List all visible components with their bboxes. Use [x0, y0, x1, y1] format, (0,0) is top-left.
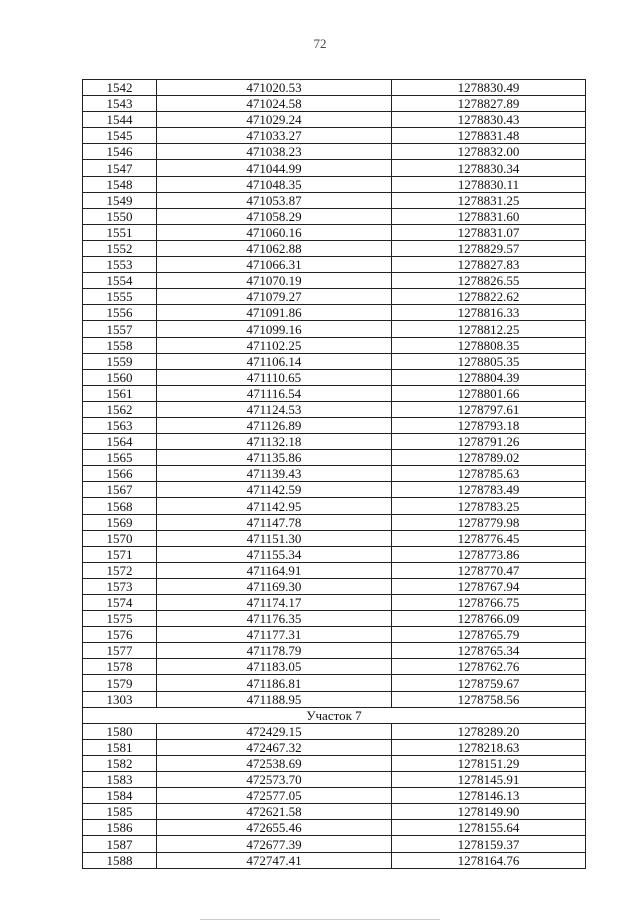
y-coordinate-cell: 1278829.57 [392, 240, 586, 256]
point-number-cell: 1588 [83, 852, 157, 868]
x-coordinate-cell: 472538.69 [157, 755, 392, 771]
table-row [83, 675, 586, 691]
point-number-cell: 1545 [83, 128, 157, 144]
x-coordinate-cell: 471188.95 [157, 691, 392, 707]
coordinates-table-body [83, 80, 586, 869]
page-number: 72 [313, 36, 327, 51]
x-coordinate-cell: 471029.24 [157, 112, 392, 128]
x-coordinate-cell: 471135.86 [157, 450, 392, 466]
table-row [83, 273, 586, 289]
x-coordinate-cell: 471164.91 [157, 562, 392, 578]
coordinates-table [82, 79, 586, 869]
point-number-cell: 1579 [83, 675, 157, 691]
point-number-cell: 1546 [83, 144, 157, 160]
table-row [83, 739, 586, 755]
x-coordinate-cell: 471174.17 [157, 595, 392, 611]
table-row [83, 321, 586, 337]
y-coordinate-cell: 1278785.63 [392, 466, 586, 482]
y-coordinate-cell: 1278797.61 [392, 401, 586, 417]
x-coordinate-cell: 471070.19 [157, 273, 392, 289]
table-row [83, 337, 586, 353]
y-coordinate-cell: 1278812.25 [392, 321, 586, 337]
y-coordinate-cell: 1278831.48 [392, 128, 586, 144]
y-coordinate-cell: 1278766.75 [392, 595, 586, 611]
x-coordinate-cell: 471102.25 [157, 337, 392, 353]
y-coordinate-cell: 1278776.45 [392, 530, 586, 546]
y-coordinate-cell: 1278808.35 [392, 337, 586, 353]
x-coordinate-cell: 471066.31 [157, 257, 392, 273]
point-number-cell: 1556 [83, 305, 157, 321]
x-coordinate-cell: 471147.78 [157, 514, 392, 530]
x-coordinate-cell: 471024.58 [157, 96, 392, 112]
x-coordinate-cell: 471091.86 [157, 305, 392, 321]
table-row [83, 112, 586, 128]
y-coordinate-cell: 1278758.56 [392, 691, 586, 707]
table-row [83, 144, 586, 160]
table-row [83, 755, 586, 771]
section-row [83, 707, 586, 723]
table-row [83, 224, 586, 240]
x-coordinate-cell: 471048.35 [157, 176, 392, 192]
x-coordinate-cell: 472577.05 [157, 788, 392, 804]
x-coordinate-cell: 471178.79 [157, 643, 392, 659]
x-coordinate-cell: 471079.27 [157, 289, 392, 305]
table-row [83, 450, 586, 466]
point-number-cell: 1586 [83, 820, 157, 836]
point-number-cell: 1543 [83, 96, 157, 112]
table-row [83, 353, 586, 369]
point-number-cell: 1585 [83, 804, 157, 820]
point-number-cell: 1542 [83, 80, 157, 96]
y-coordinate-cell: 1278155.64 [392, 820, 586, 836]
table-row [83, 852, 586, 868]
x-coordinate-cell: 472655.46 [157, 820, 392, 836]
x-coordinate-cell: 471169.30 [157, 578, 392, 594]
point-number-cell: 1582 [83, 755, 157, 771]
table-row [83, 96, 586, 112]
y-coordinate-cell: 1278766.09 [392, 611, 586, 627]
table-row [83, 208, 586, 224]
y-coordinate-cell: 1278830.43 [392, 112, 586, 128]
point-number-cell: 1587 [83, 836, 157, 852]
y-coordinate-cell: 1278146.13 [392, 788, 586, 804]
point-number-cell: 1553 [83, 257, 157, 273]
table-row [83, 772, 586, 788]
point-number-cell: 1544 [83, 112, 157, 128]
table-row [83, 788, 586, 804]
point-number-cell: 1578 [83, 659, 157, 675]
y-coordinate-cell: 1278831.25 [392, 192, 586, 208]
table-row [83, 80, 586, 96]
point-number-cell: 1551 [83, 224, 157, 240]
x-coordinate-cell: 472677.39 [157, 836, 392, 852]
x-coordinate-cell: 471062.88 [157, 240, 392, 256]
point-number-cell: 1569 [83, 514, 157, 530]
table-row [83, 434, 586, 450]
point-number-cell: 1549 [83, 192, 157, 208]
page-edge-line [200, 919, 440, 920]
table-row [83, 804, 586, 820]
y-coordinate-cell: 1278779.98 [392, 514, 586, 530]
table-row [83, 240, 586, 256]
x-coordinate-cell: 471183.05 [157, 659, 392, 675]
x-coordinate-cell: 472573.70 [157, 772, 392, 788]
table-row [83, 369, 586, 385]
table-row [83, 514, 586, 530]
point-number-cell: 1581 [83, 739, 157, 755]
x-coordinate-cell: 471139.43 [157, 466, 392, 482]
x-coordinate-cell: 471106.14 [157, 353, 392, 369]
y-coordinate-cell: 1278831.07 [392, 224, 586, 240]
point-number-cell: 1565 [83, 450, 157, 466]
point-number-cell: 1560 [83, 369, 157, 385]
y-coordinate-cell: 1278789.02 [392, 450, 586, 466]
x-coordinate-cell: 471124.53 [157, 401, 392, 417]
y-coordinate-cell: 1278831.60 [392, 208, 586, 224]
point-number-cell: 1552 [83, 240, 157, 256]
x-coordinate-cell: 471186.81 [157, 675, 392, 691]
table-row [83, 160, 586, 176]
table-row [83, 723, 586, 739]
y-coordinate-cell: 1278793.18 [392, 417, 586, 433]
y-coordinate-cell: 1278783.25 [392, 498, 586, 514]
y-coordinate-cell: 1278805.35 [392, 353, 586, 369]
x-coordinate-cell: 471099.16 [157, 321, 392, 337]
point-number-cell: 1584 [83, 788, 157, 804]
x-coordinate-cell: 471110.65 [157, 369, 392, 385]
y-coordinate-cell: 1278765.34 [392, 643, 586, 659]
y-coordinate-cell: 1278830.11 [392, 176, 586, 192]
x-coordinate-cell: 471155.34 [157, 546, 392, 562]
x-coordinate-cell: 471020.53 [157, 80, 392, 96]
y-coordinate-cell: 1278773.86 [392, 546, 586, 562]
y-coordinate-cell: 1278827.89 [392, 96, 586, 112]
table-row [83, 466, 586, 482]
y-coordinate-cell: 1278218.63 [392, 739, 586, 755]
x-coordinate-cell: 472621.58 [157, 804, 392, 820]
point-number-cell: 1557 [83, 321, 157, 337]
table-row [83, 128, 586, 144]
x-coordinate-cell: 471038.23 [157, 144, 392, 160]
table-row [83, 417, 586, 433]
table-row [83, 643, 586, 659]
y-coordinate-cell: 1278149.90 [392, 804, 586, 820]
y-coordinate-cell: 1278783.49 [392, 482, 586, 498]
x-coordinate-cell: 472467.32 [157, 739, 392, 755]
point-number-cell: 1562 [83, 401, 157, 417]
y-coordinate-cell: 1278804.39 [392, 369, 586, 385]
x-coordinate-cell: 471058.29 [157, 208, 392, 224]
table-row [83, 289, 586, 305]
table-row [83, 627, 586, 643]
x-coordinate-cell: 471176.35 [157, 611, 392, 627]
table-row [83, 257, 586, 273]
point-number-cell: 1567 [83, 482, 157, 498]
point-number-cell: 1303 [83, 691, 157, 707]
x-coordinate-cell: 471053.87 [157, 192, 392, 208]
y-coordinate-cell: 1278827.83 [392, 257, 586, 273]
x-coordinate-cell: 471142.59 [157, 482, 392, 498]
point-number-cell: 1555 [83, 289, 157, 305]
x-coordinate-cell: 472747.41 [157, 852, 392, 868]
table-row [83, 385, 586, 401]
point-number-cell: 1576 [83, 627, 157, 643]
table-row [83, 820, 586, 836]
table-row [83, 192, 586, 208]
y-coordinate-cell: 1278145.91 [392, 772, 586, 788]
y-coordinate-cell: 1278791.26 [392, 434, 586, 450]
x-coordinate-cell: 471033.27 [157, 128, 392, 144]
y-coordinate-cell: 1278151.29 [392, 755, 586, 771]
table-row [83, 595, 586, 611]
point-number-cell: 1574 [83, 595, 157, 611]
y-coordinate-cell: 1278289.20 [392, 723, 586, 739]
point-number-cell: 1577 [83, 643, 157, 659]
point-number-cell: 1554 [83, 273, 157, 289]
x-coordinate-cell: 471044.99 [157, 160, 392, 176]
point-number-cell: 1573 [83, 578, 157, 594]
x-coordinate-cell: 472429.15 [157, 723, 392, 739]
x-coordinate-cell: 471151.30 [157, 530, 392, 546]
point-number-cell: 1572 [83, 562, 157, 578]
point-number-cell: 1571 [83, 546, 157, 562]
y-coordinate-cell: 1278770.47 [392, 562, 586, 578]
table-row [83, 482, 586, 498]
table-row [83, 611, 586, 627]
point-number-cell: 1580 [83, 723, 157, 739]
table-row [83, 578, 586, 594]
point-number-cell: 1575 [83, 611, 157, 627]
table-row [83, 498, 586, 514]
table-row [83, 176, 586, 192]
y-coordinate-cell: 1278832.00 [392, 144, 586, 160]
table-row [83, 659, 586, 675]
x-coordinate-cell: 471060.16 [157, 224, 392, 240]
x-coordinate-cell: 471126.89 [157, 417, 392, 433]
point-number-cell: 1563 [83, 417, 157, 433]
point-number-cell: 1548 [83, 176, 157, 192]
table-row [83, 836, 586, 852]
y-coordinate-cell: 1278826.55 [392, 273, 586, 289]
point-number-cell: 1583 [83, 772, 157, 788]
table-row [83, 401, 586, 417]
y-coordinate-cell: 1278159.37 [392, 836, 586, 852]
x-coordinate-cell: 471177.31 [157, 627, 392, 643]
x-coordinate-cell: 471142.95 [157, 498, 392, 514]
y-coordinate-cell: 1278762.76 [392, 659, 586, 675]
y-coordinate-cell: 1278801.66 [392, 385, 586, 401]
table-row [83, 546, 586, 562]
point-number-cell: 1559 [83, 353, 157, 369]
table-row [83, 562, 586, 578]
y-coordinate-cell: 1278164.76 [392, 852, 586, 868]
y-coordinate-cell: 1278767.94 [392, 578, 586, 594]
point-number-cell: 1566 [83, 466, 157, 482]
point-number-cell: 1550 [83, 208, 157, 224]
x-coordinate-cell: 471132.18 [157, 434, 392, 450]
y-coordinate-cell: 1278830.49 [392, 80, 586, 96]
point-number-cell: 1558 [83, 337, 157, 353]
point-number-cell: 1564 [83, 434, 157, 450]
point-number-cell: 1547 [83, 160, 157, 176]
table-row [83, 305, 586, 321]
point-number-cell: 1561 [83, 385, 157, 401]
y-coordinate-cell: 1278822.62 [392, 289, 586, 305]
point-number-cell: 1570 [83, 530, 157, 546]
table-row [83, 530, 586, 546]
y-coordinate-cell: 1278765.79 [392, 627, 586, 643]
point-number-cell: 1568 [83, 498, 157, 514]
y-coordinate-cell: 1278759.67 [392, 675, 586, 691]
section-label: Участок 7 [83, 707, 586, 723]
table-row [83, 691, 586, 707]
y-coordinate-cell: 1278830.34 [392, 160, 586, 176]
x-coordinate-cell: 471116.54 [157, 385, 392, 401]
y-coordinate-cell: 1278816.33 [392, 305, 586, 321]
